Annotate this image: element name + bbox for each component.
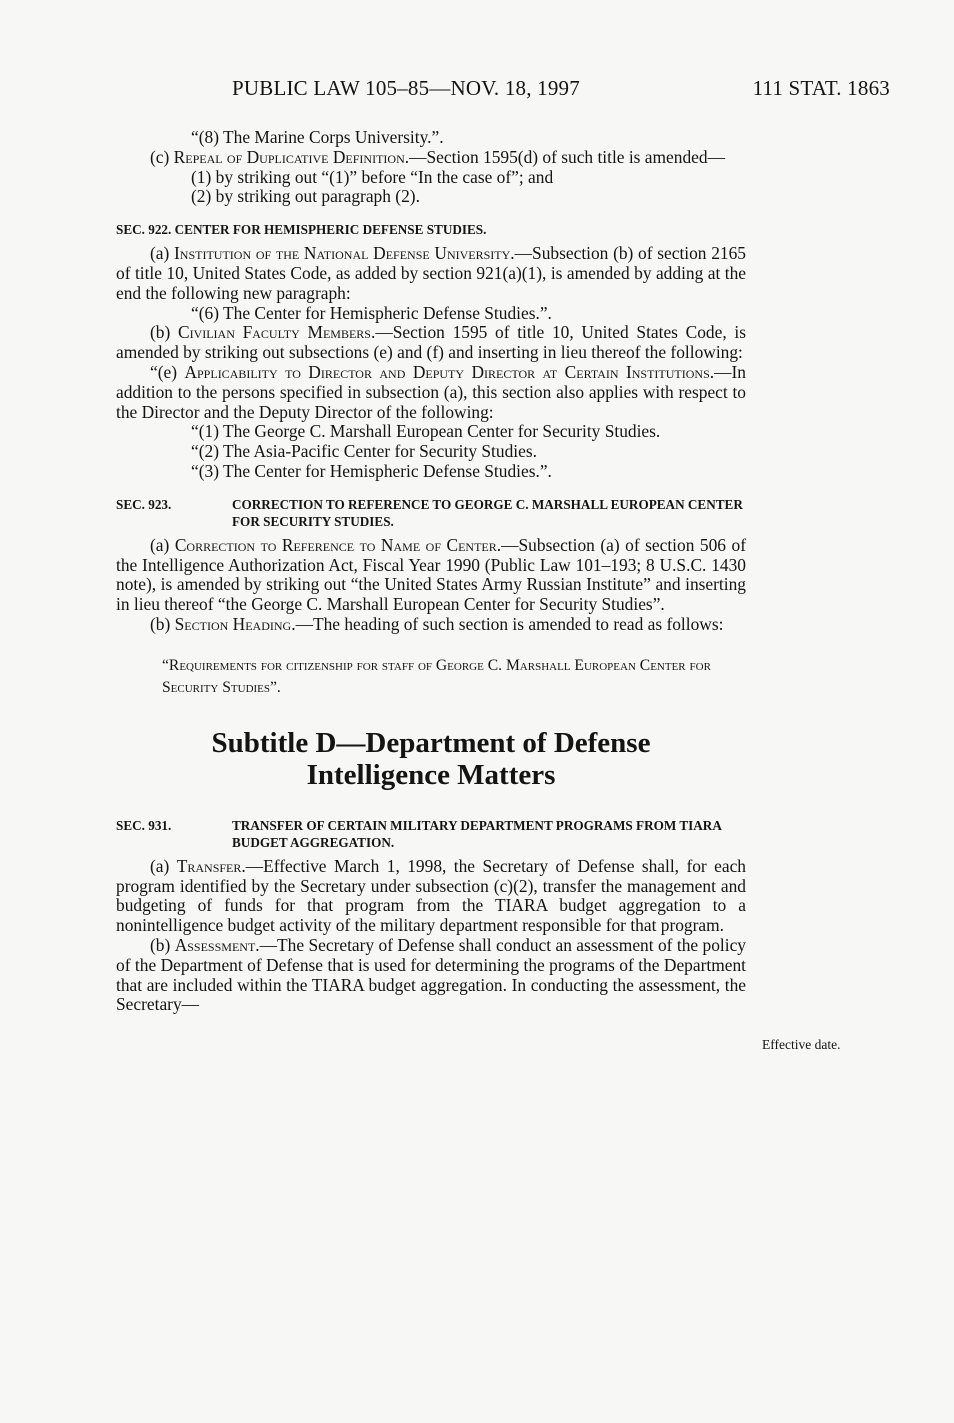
paragraph-correction-reference [116, 536, 746, 615]
subtitle-heading [116, 727, 746, 791]
paragraph-label: (a) [150, 534, 175, 555]
paragraph-label: (c) [150, 146, 174, 167]
paragraph-text: —Section 1595 of title 10, United States Code, is amended by striking out subsections (e) and (f) and inserting in lieu thereof the following: [116, 322, 746, 363]
paragraph-caption: Repeal of Duplicative Definition. [173, 146, 410, 167]
header-stat-page: 111 STAT. 1863 [752, 76, 890, 100]
paragraph-caption: Institution of the National Defense University. [174, 243, 515, 264]
paragraph-strike-2: (2) by striking out paragraph (2). [191, 186, 420, 207]
section-922-heading [116, 221, 746, 238]
paragraph-text: —In addition to the persons specified in subsection (a), this section also applies with respect to the Director and the Deputy Director of the following: [116, 361, 746, 422]
paragraph-transfer [116, 857, 746, 936]
section-title: CENTER FOR HEMISPHERIC DEFENSE STUDIES. [174, 222, 487, 238]
paragraph-applicability [116, 363, 746, 422]
paragraph-text: —Subsection (a) of section 506 of the Intelligence Authorization Act, Fiscal Year 1990 (Public Law 101–193; 8 U.S.C. 1430 note), is amended by striking out “the United States Army Russian Institute” and inserting in lieu thereof “the George C. Marshall European Center for Security Studies”. [116, 534, 746, 615]
section-931-heading [116, 817, 746, 851]
section-number: SEC. 923. [116, 496, 172, 512]
paragraph-list-3: “(3) The Center for Hemispheric Defense Studies.”. [191, 460, 552, 481]
section-title: TRANSFER OF CERTAIN MILITARY DEPARTMENT PROGRAMS FROM TIARA BUDGET AGGREGATION. [232, 817, 722, 850]
paragraph-text: —Effective March 1, 1998, the Secretary of Defense shall, for each program identified by the Secretary under subsection (c)(2), transfer the management and budgeting of funds for that program from the TIARA budget aggregation to a nonintelligence budget activity of the military department responsible for that program. [116, 855, 747, 936]
paragraph-repeal-definition [116, 148, 746, 168]
paragraph-text: —The heading of such section is amended to read as follows: [295, 613, 724, 634]
paragraph-text: —Subsection (b) of section 2165 of title 10, United States Code, as added by section 921(a)(1), is amended by adding at the end the following new paragraph: [116, 243, 746, 303]
paragraph-list-2: “(2) The Asia-Pacific Center for Security Studies. [191, 441, 537, 462]
header-law-date: PUBLIC LAW 105–85—NOV. 18, 1997 [232, 76, 580, 100]
paragraph-text: —The Secretary of Defense shall conduct an assessment of the policy of the Department of Defense that is used for determining the programs of the Department that are included within the TIARA budget aggregation. In conducting the assessment, the Secretary— [116, 934, 746, 1015]
paragraph-caption: Applicability to Director and Deputy Director at Certain Institutions. [184, 361, 715, 382]
paragraph-marine-corps-university: “(8) The Marine Corps University.”. [191, 127, 444, 147]
paragraph-label: (b) [150, 934, 175, 955]
paragraph-section-heading [116, 615, 746, 635]
section-title: CORRECTION TO REFERENCE TO GEORGE C. MARSHALL EUROPEAN CENTER FOR SECURITY STUDIES. [232, 496, 743, 529]
section-923-heading [116, 496, 746, 530]
paragraph-caption: Civilian Faculty Members. [177, 322, 376, 343]
paragraph-caption: Correction to Reference to Name of Center. [174, 534, 502, 555]
paragraph-list-1: “(1) The George C. Marshall European Center for Security Studies. [191, 421, 661, 442]
margin-note-effective-date: Effective date. [762, 1037, 841, 1052]
paragraph-caption: Section Heading. [174, 613, 296, 634]
subtitle-line-1: Subtitle D—Department of Defense [211, 726, 651, 759]
paragraph-institution-ndu [116, 244, 746, 303]
page-body [116, 128, 746, 1015]
paragraph-text: —Section 1595(d) of such title is amended— [409, 146, 725, 167]
paragraph-strike-1: (1) by striking out “(1)” before “In the case of”; and [191, 166, 554, 187]
paragraph-label: (b) [150, 322, 178, 343]
paragraph-center-hemispheric: “(6) The Center for Hemispheric Defense Studies.”. [191, 302, 552, 323]
paragraph-label: (a) [150, 243, 175, 264]
section-number: SEC. 931. [116, 817, 172, 833]
section-number: SEC. 922. [116, 222, 172, 238]
quoted-section-heading: “Requirements for citizenship for staff of George C. Marshall European Center for Security Studies”. [162, 656, 711, 696]
paragraph-caption: Assessment. [174, 934, 260, 955]
paragraph-caption: Transfer. [176, 855, 246, 876]
paragraph-label: (a) [150, 855, 177, 876]
paragraph-assessment [116, 936, 746, 1015]
paragraph-label: (b) [150, 613, 175, 634]
paragraph-label: “(e) [150, 361, 185, 382]
paragraph-civilian-faculty [116, 323, 746, 363]
subtitle-line-2: Intelligence Matters [306, 758, 556, 791]
